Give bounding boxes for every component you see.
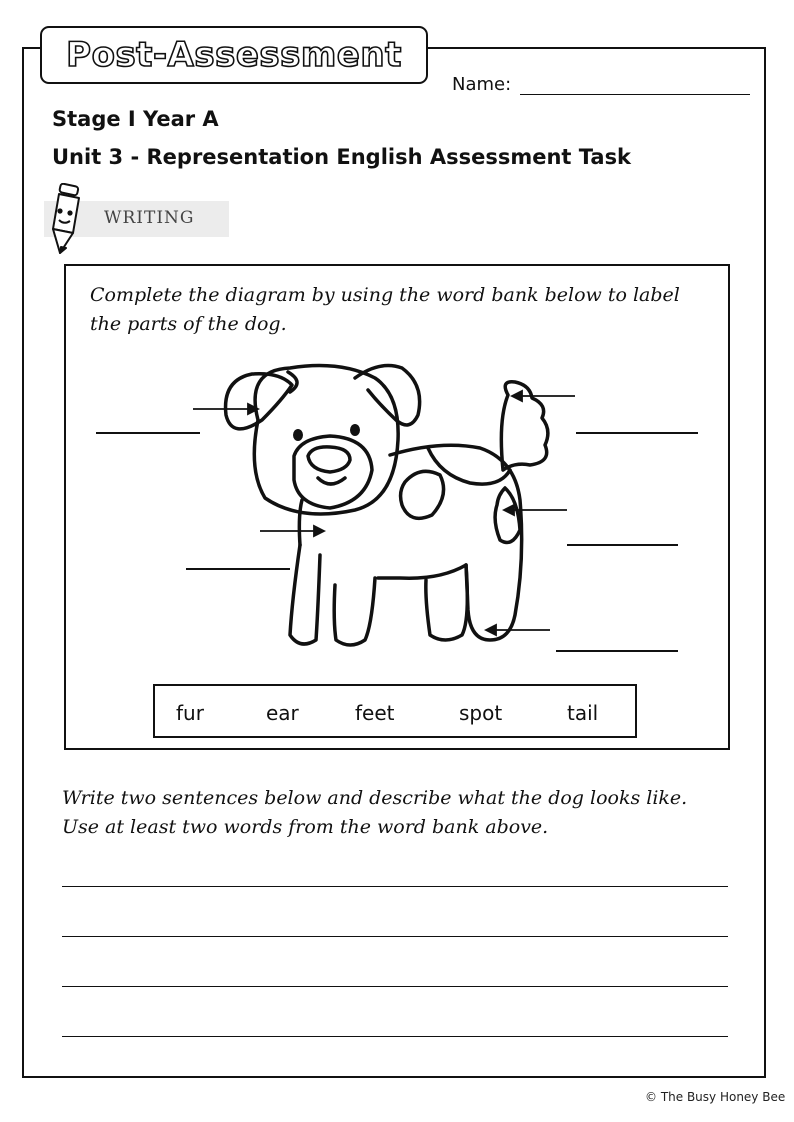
writing-line[interactable] [62, 986, 728, 987]
word-bank-item: tail [567, 701, 599, 725]
word-bank-item: ear [266, 701, 299, 725]
label-blank-feet[interactable] [556, 650, 678, 652]
writing-line[interactable] [62, 936, 728, 937]
name-label: Name: [452, 74, 512, 95]
page-title: Post-Assessment [66, 35, 402, 75]
label-blank-fur[interactable] [186, 568, 290, 570]
diagram-instruction: Complete the diagram by using the word bank below to label the parts of the dog. [90, 284, 680, 335]
word-bank-item: feet [355, 701, 395, 725]
section-label: WRITING [104, 208, 195, 228]
label-blank-tail[interactable] [576, 432, 698, 434]
label-blank-spot[interactable] [567, 544, 678, 546]
writing-instruction-line1: Write two sentences below and describe what the dog looks like. [62, 787, 688, 809]
word-bank-item: spot [459, 701, 503, 725]
writing-instruction-line2: Use at least two words from the word bank above. [62, 816, 549, 838]
writing-instruction [62, 784, 687, 842]
unit-heading: Unit 3 - Representation English Assessment Task [52, 145, 632, 169]
writing-line[interactable] [62, 1036, 728, 1037]
word-bank [153, 684, 637, 738]
writing-line[interactable] [62, 886, 728, 887]
copyright-text: © The Busy Honey Bee [645, 1090, 786, 1104]
stage-heading: Stage I Year A [52, 107, 219, 131]
label-blank-ear[interactable] [96, 432, 200, 434]
word-bank-item: fur [176, 701, 204, 725]
